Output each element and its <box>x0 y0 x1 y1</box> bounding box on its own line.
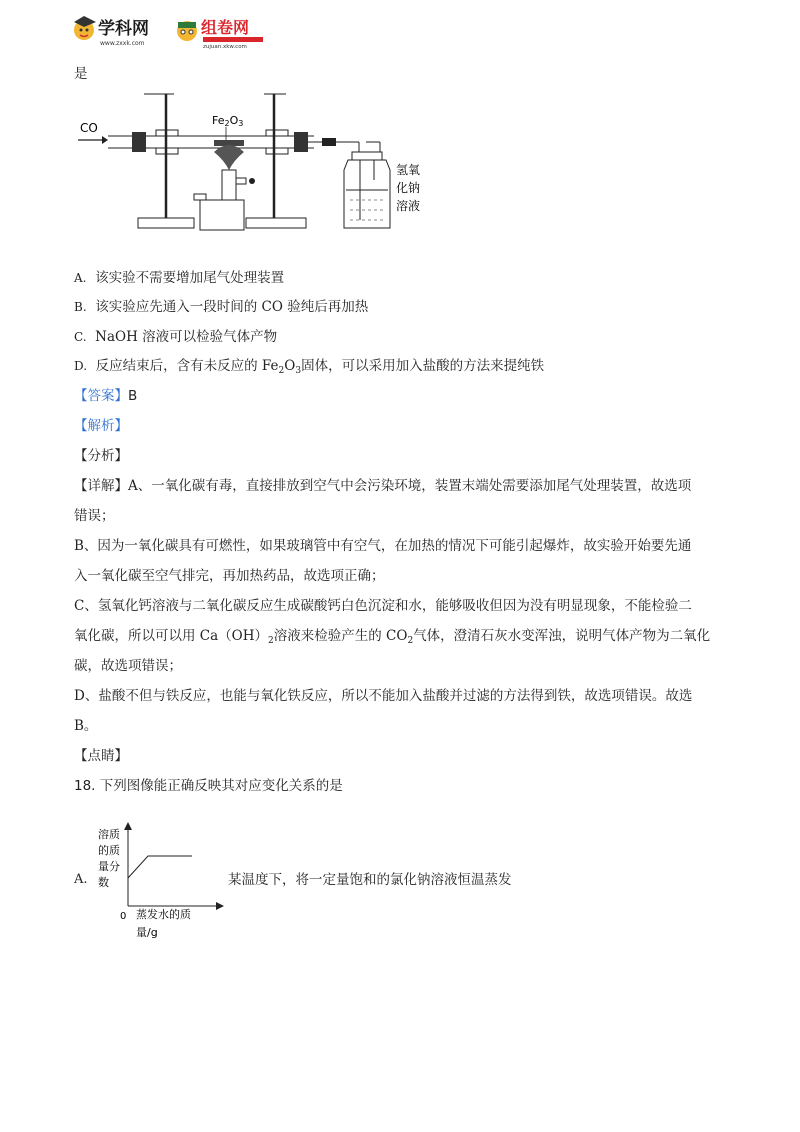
graph-xlabel-1: 蒸发水的质 <box>136 908 191 921</box>
dianjing-label: 【点睛】 <box>74 748 128 764</box>
detail-line-4: 入一氧化碳至空气排完，再加热药品，故选项正确； <box>74 568 385 584</box>
detail-line-6: 氧化碳，所以可以用 $Ca(OH)_2$溶液来检验产生的 $CO_2$气体，澄清石灰水变浑浊，说明气体产物为二氧化 <box>74 628 711 646</box>
q17-option-c: C. NaOH 溶液可以检验气体产物 <box>74 329 278 345</box>
header-logos <box>70 10 290 50</box>
q18-option-a-text: 某温度下，将一定量饱和的氯化钠溶液恒温蒸发 <box>228 872 512 888</box>
detail-line-1: 【详解】A、一氧化碳有毒，直接排放到空气中会污染环境，装置末端处需要添加尾气处理装置，故选项 <box>74 478 692 494</box>
detail-line-8: D、盐酸不但与铁反应，也能与氧化铁反应，所以不能加入盐酸并过滤的方法得到铁，故选项错误。故选 <box>74 688 693 704</box>
graph-xlabel-2: 量/g <box>136 926 158 939</box>
iron-stand-right <box>246 94 306 228</box>
naoh-label-2: 化钠 <box>396 181 421 195</box>
iron-stand-left <box>138 94 194 228</box>
logo1-text: 学科网 <box>98 19 149 39</box>
naoh-bottle <box>344 142 390 228</box>
naoh-label-1: 氢氧 <box>396 163 421 177</box>
graph-curve <box>128 856 192 878</box>
answer-label: 【答案】 <box>74 388 128 404</box>
graph-ylabel-1: 溶质 <box>98 828 120 841</box>
logo2-text: 组卷网 <box>201 18 250 37</box>
detail-line-5: C、氢氧化钙溶液与二氧化碳反应生成碳酸钙白色沉淀和水，能够吸收但因为没有明显现象，不能检验二 <box>74 598 692 614</box>
graph-origin: 0 <box>120 911 127 922</box>
graph-ylabel-4: 数 <box>98 876 109 889</box>
detail-line-2: 错误； <box>74 508 115 524</box>
logo2-url: zujuan.xkw.com <box>203 44 247 50</box>
alcohol-burner <box>194 145 255 230</box>
detail-line-3: B、因为一氧化碳具有可燃性，如果玻璃管中有空气，在加热的情况下可能引起爆炸，故实验开始要先通 <box>74 538 692 554</box>
graph-ylabel-2: 的质 <box>98 844 120 857</box>
answer-line <box>74 386 137 406</box>
q18-graph-a <box>92 822 232 942</box>
co-reduction-apparatus <box>74 90 434 240</box>
fenxi-label: 【分析】 <box>74 448 128 464</box>
q17-option-a: A. 该实验不需要增加尾气处理装置 <box>74 270 285 286</box>
q17-option-b: B. 该实验应先通入一段时间的 CO 验纯后再加热 <box>74 299 369 315</box>
fe2o3-label: Fe2O3 <box>212 114 244 128</box>
naoh-label-3: 溶液 <box>396 199 421 213</box>
co-label: CO <box>80 121 98 135</box>
graph-ylabel-3: 量分 <box>98 860 120 873</box>
q18-option-a-letter: A. <box>74 872 88 887</box>
q18-number: 18. <box>74 778 96 794</box>
detail-line-7: 碳，故选项错误； <box>74 658 182 674</box>
answer-value: B <box>128 388 138 404</box>
detail-line-9: B。 <box>74 718 98 734</box>
analysis-label: 【解析】 <box>74 418 128 434</box>
logo1-url: www.zxxk.com <box>100 40 145 47</box>
xkw-logo-icon <box>74 16 96 40</box>
q17-tail: 是 <box>74 66 88 82</box>
clamp-right <box>266 130 288 154</box>
q17-option-d: D. 反应结束后，含有未反应的 $Fe_2O_3$固体，可以采用加入盐酸的方法来提纯铁 <box>74 358 545 376</box>
q18-stem: 18. 下列图像能正确反映其对应变化关系的是 <box>74 778 343 794</box>
zujuan-logo-icon <box>177 21 197 41</box>
